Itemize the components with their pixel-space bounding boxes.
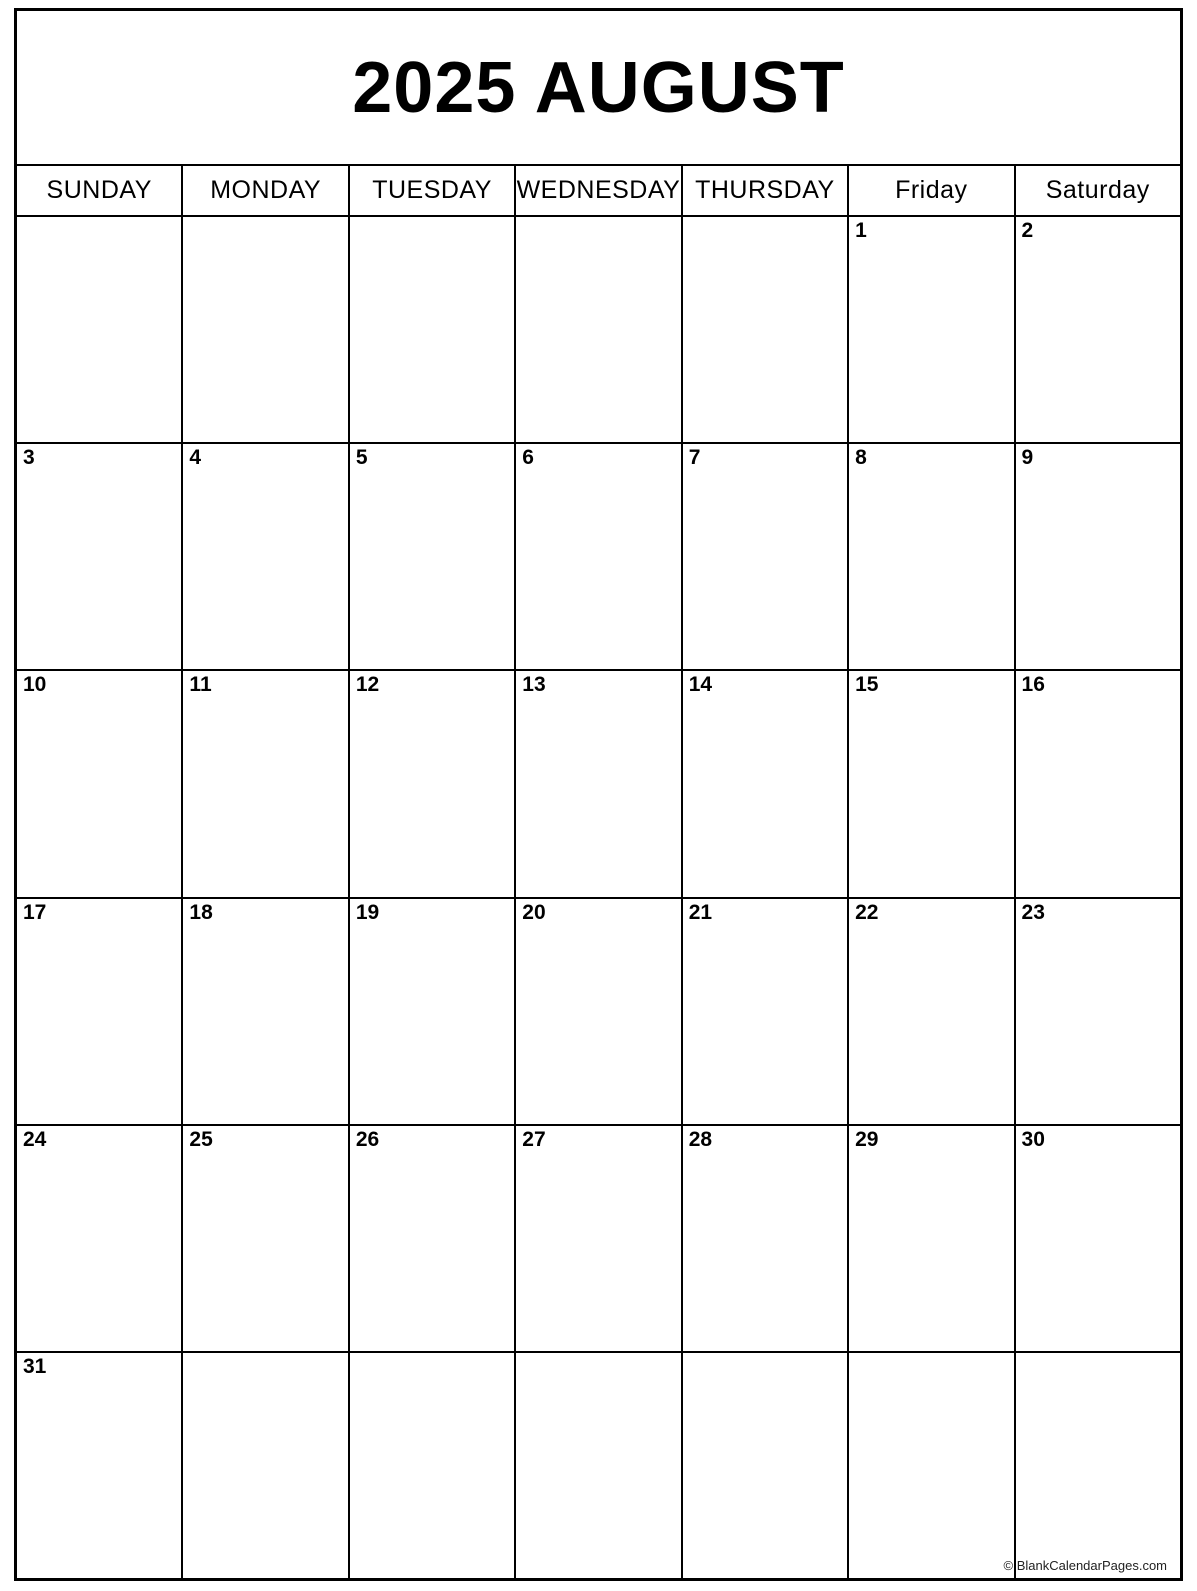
day-cell[interactable] xyxy=(683,217,849,442)
site-credit: © BlankCalendarPages.com xyxy=(1003,1558,1167,1573)
day-cell[interactable] xyxy=(683,1126,849,1351)
day-cell[interactable] xyxy=(350,444,516,669)
calendar-week-row xyxy=(17,444,1180,671)
day-cell[interactable] xyxy=(350,671,516,896)
calendar-title-bar xyxy=(17,11,1180,166)
day-cell[interactable] xyxy=(183,1126,349,1351)
day-number: 24 xyxy=(23,1127,47,1151)
day-cell[interactable] xyxy=(516,1353,682,1578)
day-cell[interactable] xyxy=(350,217,516,442)
weekday-header-sunday: SUNDAY xyxy=(17,166,183,215)
day-number: 9 xyxy=(1021,446,1034,470)
day-number: 12 xyxy=(355,673,380,697)
day-cell[interactable] xyxy=(17,899,183,1124)
weekday-header-thursday: THURSDAY xyxy=(683,166,849,215)
day-cell[interactable] xyxy=(17,217,183,442)
day-cell[interactable] xyxy=(849,444,1015,669)
day-cell[interactable] xyxy=(849,1353,1015,1578)
day-number: 31 xyxy=(23,1354,47,1378)
weekday-header-friday: Friday xyxy=(849,166,1015,215)
day-cell[interactable] xyxy=(849,899,1015,1124)
day-number: 22 xyxy=(855,900,879,924)
day-number: 8 xyxy=(855,446,867,470)
day-cell[interactable] xyxy=(350,899,516,1124)
day-cell[interactable] xyxy=(849,671,1015,896)
page-title: 2025 AUGUST xyxy=(352,47,845,128)
day-number: 30 xyxy=(1021,1127,1045,1151)
day-number: 21 xyxy=(688,900,713,924)
day-number: 13 xyxy=(522,673,546,697)
day-cell[interactable] xyxy=(350,1126,516,1351)
day-number: 16 xyxy=(1021,673,1045,697)
day-cell[interactable] xyxy=(849,217,1015,442)
day-cell[interactable] xyxy=(17,444,183,669)
weekday-header-wednesday: WEDNESDAY xyxy=(516,166,682,215)
day-number: 29 xyxy=(855,1127,879,1151)
day-cell[interactable] xyxy=(17,1126,183,1351)
day-cell[interactable] xyxy=(183,671,349,896)
day-cell[interactable] xyxy=(1016,1126,1180,1351)
weekday-header-monday: MONDAY xyxy=(183,166,349,215)
day-cell[interactable] xyxy=(183,899,349,1124)
day-cell[interactable] xyxy=(683,1353,849,1578)
day-cell[interactable] xyxy=(516,899,682,1124)
day-number: 14 xyxy=(688,673,713,697)
day-cell[interactable] xyxy=(516,444,682,669)
day-number: 26 xyxy=(355,1127,380,1151)
calendar-week-row xyxy=(17,1353,1180,1578)
day-cell[interactable] xyxy=(1016,671,1180,896)
day-number: 10 xyxy=(23,673,47,697)
calendar-week-row xyxy=(17,217,1180,444)
day-number: 4 xyxy=(189,446,202,470)
day-cell[interactable] xyxy=(516,217,682,442)
day-cell[interactable] xyxy=(183,444,349,669)
day-cell[interactable] xyxy=(17,671,183,896)
day-number: 23 xyxy=(1021,900,1045,924)
day-number: 6 xyxy=(522,446,534,470)
day-cell[interactable] xyxy=(683,899,849,1124)
day-cell[interactable] xyxy=(1016,444,1180,669)
day-number: 1 xyxy=(855,219,867,242)
day-number: 18 xyxy=(189,900,213,924)
day-number: 2 xyxy=(1021,219,1034,242)
day-number: 20 xyxy=(522,900,546,924)
calendar-week-row xyxy=(17,1126,1180,1353)
calendar-week-row xyxy=(17,899,1180,1126)
day-number: 15 xyxy=(855,673,879,697)
day-cell[interactable] xyxy=(516,1126,682,1351)
weekday-header-tuesday: TUESDAY xyxy=(350,166,516,215)
day-number: 19 xyxy=(355,900,380,924)
day-number: 11 xyxy=(189,673,212,697)
day-cell[interactable] xyxy=(1016,899,1180,1124)
day-cell[interactable] xyxy=(183,217,349,442)
day-cell[interactable] xyxy=(516,671,682,896)
day-cell[interactable] xyxy=(17,1353,183,1578)
day-number: 7 xyxy=(688,446,701,470)
day-cell[interactable] xyxy=(683,444,849,669)
day-cell[interactable] xyxy=(1016,217,1180,442)
calendar-week-row xyxy=(17,671,1180,898)
day-number: 25 xyxy=(189,1127,213,1151)
day-number: 17 xyxy=(23,900,47,924)
day-number: 27 xyxy=(522,1127,546,1151)
weekday-header-row xyxy=(17,166,1180,217)
day-number: 3 xyxy=(23,446,35,470)
day-cell[interactable] xyxy=(183,1353,349,1578)
day-number: 28 xyxy=(688,1127,713,1151)
day-cell[interactable] xyxy=(849,1126,1015,1351)
day-cell[interactable] xyxy=(350,1353,516,1578)
day-cell[interactable] xyxy=(1016,1353,1180,1578)
calendar-weeks xyxy=(17,217,1180,1578)
calendar xyxy=(14,8,1183,1581)
day-number: 5 xyxy=(355,446,368,470)
weekday-header-saturday: Saturday xyxy=(1045,176,1150,204)
day-cell[interactable] xyxy=(683,671,849,896)
